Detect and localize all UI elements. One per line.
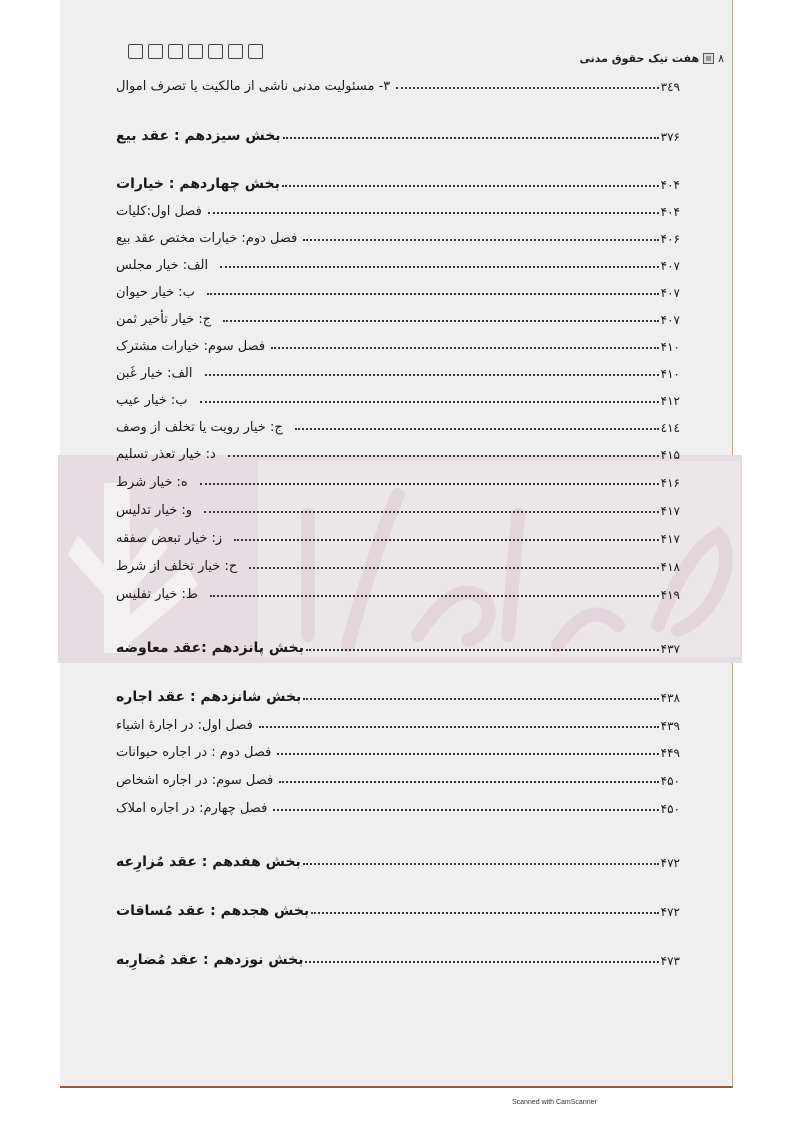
toc-entry	[116, 440, 680, 462]
toc-entry	[116, 794, 680, 816]
dot-leader	[200, 401, 659, 403]
dot-leader	[234, 539, 659, 541]
toc-entry	[116, 496, 680, 518]
page-header	[60, 44, 732, 68]
toc-entry-page: ۴۴۹	[660, 746, 680, 760]
toc-entry-page: ۴۰۶	[660, 232, 680, 246]
dot-leader	[303, 863, 659, 865]
toc-entry-title: ب: خیار حیوان	[116, 285, 195, 300]
empty-box-icon	[228, 44, 243, 59]
empty-box-icon	[248, 44, 263, 59]
dot-leader	[200, 483, 659, 485]
toc-entry-page: ۴۵۰	[660, 774, 680, 788]
toc-entry-title: فصل اول: در اجارۀ اشیاء	[116, 718, 253, 733]
toc-entry-title: ۳- مسئولیت مدنی ناشی از مالکیت یا تصرف اموال	[116, 79, 391, 94]
toc-entry	[116, 468, 680, 490]
toc-entry-page: ۴۱۹	[660, 588, 680, 602]
toc-entry-title: ه: خیار شرط	[116, 475, 188, 490]
toc-part-entry	[116, 122, 680, 144]
toc-entry-title: فصل سوم: در اجاره اشخاص	[116, 773, 274, 788]
toc-entry	[116, 524, 680, 546]
toc-entry	[116, 580, 680, 602]
dot-leader	[295, 428, 659, 430]
document-page	[60, 0, 733, 1088]
book-emblem-icon	[703, 53, 714, 64]
toc-entry	[116, 278, 680, 300]
toc-entry	[116, 332, 680, 354]
toc-entry-title: بخش چهاردهم : خیارات	[116, 176, 280, 192]
toc-entry-title: بخش هفدهم : عقد مُزارِعه	[116, 854, 301, 870]
toc-entry-title: و: خیار تدلیس	[116, 503, 193, 518]
toc-entry-title: بخش پانزدهم :عقد معاوضه	[116, 640, 304, 656]
toc-entry	[116, 766, 680, 788]
toc-part-entry	[116, 848, 680, 870]
toc-entry	[116, 305, 680, 327]
toc-entry-title: ح: خیار تخلف از شرط	[116, 559, 238, 574]
dot-leader	[205, 374, 659, 376]
empty-box-icon	[208, 44, 223, 59]
empty-box-icon	[188, 44, 203, 59]
toc-part-entry	[116, 683, 680, 705]
dot-leader	[208, 212, 659, 214]
toc-entry-page: ۳۷۶	[660, 130, 680, 144]
toc-entry-title: فصل سوم: خیارات مشترک	[116, 339, 266, 354]
toc-entry-page: ۴۱۷	[660, 504, 680, 518]
toc-entry	[116, 359, 680, 381]
dot-leader	[311, 912, 658, 914]
toc-entry-page: ۴۳۸	[660, 691, 680, 705]
toc-entry-page: ۴۰۴	[660, 178, 680, 192]
dot-leader	[306, 649, 659, 651]
dot-leader	[277, 753, 658, 755]
empty-box-icon	[148, 44, 163, 59]
toc-entry	[116, 386, 680, 408]
toc-entry-title: فصل دوم: خیارات مختص عقد بیع	[116, 231, 298, 246]
toc-entry-page: ۴۳۹	[660, 719, 680, 733]
scanner-credit: Scanned with CamScanner	[512, 1099, 597, 1106]
toc-part-entry	[116, 946, 680, 968]
toc-entry-page: ۴۱۶	[660, 476, 680, 490]
toc-entry-title: الف: خیار غَبن	[116, 366, 193, 381]
toc-entry-title: ط: خیار تفلیس	[116, 587, 198, 602]
toc-entry-page: ۴۱۵	[660, 448, 680, 462]
toc-entry-page: ۴۰۴	[660, 205, 680, 219]
toc-entry	[116, 738, 680, 760]
dot-leader	[282, 185, 659, 187]
dot-leader	[204, 511, 659, 513]
toc-entry-title: فصل اول:کلیات	[116, 204, 202, 219]
toc-entry	[116, 413, 680, 435]
toc-entry	[116, 224, 680, 246]
toc-entry	[116, 197, 680, 219]
running-head	[580, 52, 724, 65]
toc-entry-title: فصل چهارم: در اجاره املاک	[116, 801, 268, 816]
dot-leader	[303, 698, 658, 700]
toc-entry-page: ۴۷۲	[660, 856, 680, 870]
toc-entry-title: ب: خیار عیب	[116, 393, 188, 408]
toc-entry-title: بخش سیزدهم : عقد بیع	[116, 128, 281, 144]
toc-entry-page: ۴۰۷	[660, 259, 680, 273]
dot-leader	[228, 455, 659, 457]
toc-entry-page: ۴۰۷	[660, 313, 680, 327]
dot-leader	[279, 781, 658, 783]
dot-leader	[210, 595, 659, 597]
toc-entry	[116, 72, 680, 94]
toc-entry-title: فصل دوم : در اجاره حیوانات	[116, 745, 272, 760]
toc-entry-page: ۴۱۰	[660, 340, 680, 354]
toc-entry-page: ۴۰۷	[660, 286, 680, 300]
toc-entry-page: ۴۱۷	[660, 532, 680, 546]
toc-entry-title: ز: خیار تبعض صفقه	[116, 531, 223, 546]
dot-leader	[396, 87, 658, 89]
toc-entry	[116, 552, 680, 574]
dot-leader	[283, 137, 659, 139]
toc-entry-title: بخش هجدهم : عقد مُساقات	[116, 903, 310, 919]
toc-entry-page: ۴۱۰	[660, 367, 680, 381]
dot-leader	[273, 809, 658, 811]
empty-box-icon	[168, 44, 183, 59]
running-title: هفت تیک حقوق مدنی	[579, 52, 700, 65]
dot-leader	[259, 726, 659, 728]
toc-entry-title: بخش شانزدهم : عقد اجاره	[116, 689, 302, 705]
dot-leader	[305, 961, 658, 963]
dot-leader	[303, 239, 658, 241]
toc-entry-page: ۴۷۳	[660, 954, 680, 968]
toc-entry-page: ۴۷۲	[660, 905, 680, 919]
dot-leader	[207, 293, 659, 295]
page-number: ۸	[718, 52, 724, 65]
toc-entry	[116, 251, 680, 273]
toc-part-entry	[116, 170, 680, 192]
toc-entry-title: الف: خیار مجلس	[116, 258, 209, 273]
toc-entry-title: ج: خیار رویت یا تخلف از وصف	[116, 420, 283, 435]
toc-entry-page: ۳٤۹	[660, 80, 680, 94]
toc-entry-page: ۴۳۷	[660, 642, 680, 656]
dot-leader	[220, 266, 659, 268]
toc-entry	[116, 711, 680, 733]
dot-leader	[223, 320, 659, 322]
dot-leader	[271, 347, 659, 349]
toc-entry-page: ۴۱۸	[660, 560, 680, 574]
toc-entry-title: بخش نوزدهم : عقد مُضارِبه	[116, 952, 304, 968]
toc-part-entry	[116, 897, 680, 919]
dot-leader	[249, 567, 658, 569]
toc-entry-page: ٤١٤	[660, 421, 680, 435]
toc-entry-page: ۴۵۰	[660, 802, 680, 816]
toc-entry-page: ۴۱۲	[660, 394, 680, 408]
empty-box-icon	[128, 44, 143, 59]
toc-entry-title: د: خیار تعذر تسلیم	[116, 447, 216, 462]
placeholder-boxes	[128, 44, 263, 59]
toc-entry-title: ج: خیار تأخیر ثمن	[116, 312, 212, 327]
toc-part-entry	[116, 634, 680, 656]
